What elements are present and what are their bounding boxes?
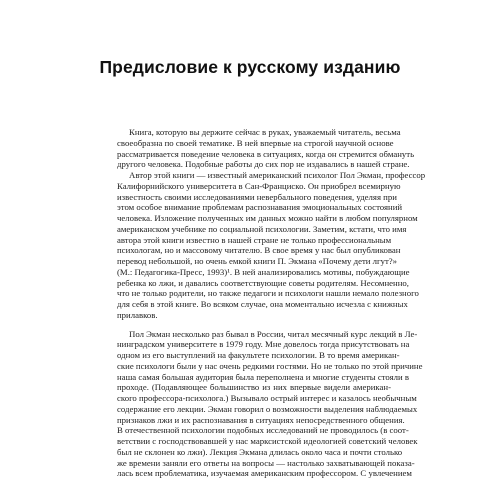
text-line: психологам, но и массовому читателю. В свое время у нас был опубликован — [117, 245, 401, 256]
text-line: своеобразна по своей тематике. В ней впервые на строгой научной основе — [117, 137, 394, 148]
text-line: Книга, которую вы держите сейчас в руках, уважаемый читатель, весьма — [129, 127, 401, 137]
preface-body — [117, 127, 426, 479]
text-line: что не только родители, но также педагоги и психологи нашли немало полезного — [117, 288, 419, 299]
text-line: наша самая большая аудитория была переполнена и многие студенты стояли в — [117, 371, 410, 382]
text-line: известность своими исследованиями невербального поведения, уделяя при — [117, 191, 397, 202]
text-line: другого человека. Подобные работы до сих пор не издавались в нашей стране. — [117, 159, 410, 170]
paragraph-spacer — [117, 321, 391, 329]
text-line: ского профессора-психолога.) Вызывало острый интерес и казалось необычным — [117, 393, 417, 403]
text-line: одном из его выступлений на факультете психологии. В то время американ- — [117, 350, 400, 360]
text-line: человека. Изложение полученных им данных можно найти в любом популярном — [117, 213, 418, 223]
text-line: рассматривается поведение человека в ситуациях, когда он стремится обмануть — [117, 148, 415, 159]
text-line: американском учебнике по социальной психологии. Заметим, кстати, что имя — [117, 223, 407, 234]
paragraph-2 — [117, 170, 426, 321]
text-line: этом особое внимание проблемам распознавания эмоциональных состояний — [117, 202, 403, 213]
paragraph-1 — [117, 127, 415, 170]
text-line: же времени заняли его ответы на вопросы — настолько захватывающей показа- — [117, 457, 415, 468]
text-line: признаков лжи и их распознавания в ситуациях непосредственного общения. — [117, 414, 405, 425]
text-line: был не склонен ко лжи). Лекция Экмана длилась около часа и почти столько — [117, 446, 403, 457]
text-line: для себя в этой книге. Во всяком случае, она моментально исчезла с книжных — [117, 299, 408, 309]
text-line: проходе. (Подавляющее большинство из них впервые видели американ- — [117, 382, 391, 393]
text-line: нинградском университете в 1979 году. Мне довелось тогда присутствовать на — [117, 339, 410, 350]
text-line: автора этой книги известно в нашей стране не только профессиональным — [117, 234, 392, 245]
paragraph-3 — [117, 328, 423, 480]
text-line: Автор этой книги — известный американский психолог Пол Экман, профессор — [129, 170, 426, 180]
text-line: лась всем проблематика, изучаемая американским профессором. С увлечением — [117, 468, 412, 479]
text-line: ребенка ко лжи, и давались соответствующие советы родителям. Несомненно, — [117, 277, 409, 288]
text-line: (М.: Педагогика-Пресс, 1993)¹. В ней анализировались мотивы, побуждающие — [117, 266, 410, 277]
text-line: Пол Экман несколько раз бывал в России, читал месячный курс лекций в Ле- — [129, 328, 418, 339]
text-line: Калифорнийского университета в Сан-Франциско. Он приобрел всемирную — [117, 180, 401, 191]
text-line: перевод небольшой, но очень емкой книги П. Экмана «Почему дети лгут?» — [117, 256, 398, 266]
text-line: ветствии с господствовавшей у нас марксистской идеологией советский человек — [117, 436, 418, 446]
text-line: прилавков. — [117, 309, 158, 320]
page-title: Предисловие к русскому изданию — [99, 57, 401, 77]
text-line: содержание его лекции. Экман говорил о возможности выделения наблюдаемых — [117, 403, 418, 414]
text-line: ские психологи были у нас очень редкими гостями. Но не только по этой причине — [117, 360, 423, 371]
text-line: В отечественной психологии подобных исследований не проводилось (в соот- — [117, 425, 409, 436]
